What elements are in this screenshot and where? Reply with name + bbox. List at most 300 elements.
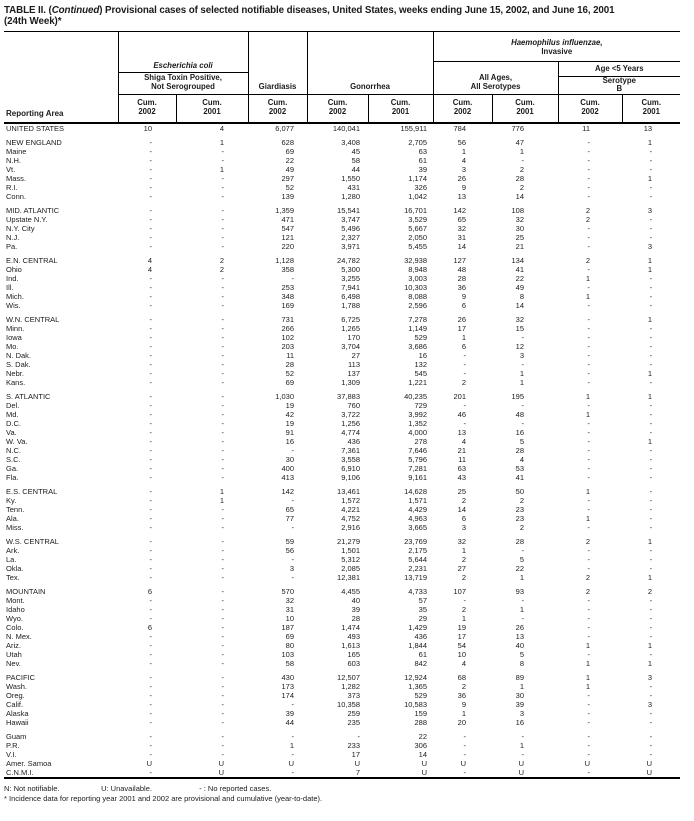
value-cell: 48 <box>457 265 467 275</box>
value-cell: - <box>221 419 224 429</box>
value-cell: - <box>521 546 525 556</box>
value-cell: 1 <box>585 659 591 669</box>
value-cell: 19 <box>285 401 294 411</box>
value-cell: - <box>649 274 653 284</box>
value-cell: - <box>221 274 224 284</box>
value-cell: 373 <box>347 691 360 701</box>
value-cell: - <box>587 428 591 438</box>
value-cell: - <box>521 419 525 429</box>
notifiable-diseases-table <box>4 31 680 779</box>
value-cell: - <box>649 156 653 166</box>
value-cell: - <box>221 410 224 420</box>
value-cell: - <box>587 233 591 243</box>
value-cell: - <box>221 215 224 225</box>
value-cell: 46 <box>457 410 467 420</box>
reporting-area-cell: Colo. <box>6 623 24 633</box>
value-cell: - <box>221 555 224 565</box>
reporting-area-cell: MOUNTAIN <box>6 587 46 597</box>
value-cell: - <box>149 659 152 669</box>
value-cell: 1,174 <box>408 174 428 184</box>
reporting-area-cell: W.S. CENTRAL <box>6 537 59 547</box>
value-cell: 1 <box>519 369 525 379</box>
value-cell: 1,265 <box>341 324 360 334</box>
value-cell: 8,948 <box>408 265 428 275</box>
reporting-area-cell: Amer. Samoa <box>6 759 52 769</box>
value-cell: 1,550 <box>341 174 360 184</box>
value-cell: 13 <box>457 428 467 438</box>
value-cell: 1 <box>519 741 525 751</box>
value-cell: 3,992 <box>408 410 428 420</box>
value-cell: 47 <box>515 138 525 148</box>
value-cell: - <box>221 473 224 483</box>
value-cell: 108 <box>511 206 525 216</box>
value-cell: - <box>149 315 152 325</box>
value-cell: 3 <box>647 700 653 710</box>
value-cell: - <box>149 224 152 234</box>
value-cell: - <box>291 750 294 760</box>
value-cell: 44 <box>285 718 294 728</box>
value-cell: 2,175 <box>408 546 428 556</box>
value-cell: 29 <box>418 614 428 624</box>
value-cell: - <box>587 265 591 275</box>
col-header-hflu-allages-cum-2002: Cum. 2002 <box>433 94 492 123</box>
table-row <box>4 455 680 464</box>
value-cell: 1 <box>585 673 591 683</box>
value-cell: 134 <box>511 256 525 266</box>
value-cell: 6,077 <box>275 124 294 134</box>
value-cell: 3,971 <box>341 242 360 252</box>
value-cell: 12 <box>515 342 525 352</box>
table-row <box>4 333 680 342</box>
value-cell: 6,498 <box>341 292 360 302</box>
value-cell: 233 <box>347 741 360 751</box>
reporting-area-cell: Nebr. <box>6 369 24 379</box>
value-cell: - <box>221 596 224 606</box>
reporting-area-cell: La. <box>6 555 17 565</box>
value-cell: - <box>463 732 467 742</box>
value-cell: 80 <box>285 641 294 651</box>
value-cell: - <box>149 741 152 751</box>
reporting-area-cell: Ark. <box>6 546 20 556</box>
value-cell: 5 <box>519 555 525 565</box>
value-cell: 1 <box>647 392 653 402</box>
value-cell: 25 <box>515 233 525 243</box>
value-cell: - <box>149 401 152 411</box>
value-cell: 59 <box>285 537 294 547</box>
age-under5-header: Age <5 Years <box>558 62 680 77</box>
value-cell: - <box>221 605 224 615</box>
value-cell: - <box>649 487 653 497</box>
value-cell: - <box>291 523 294 533</box>
value-cell: - <box>221 292 224 302</box>
value-cell: 173 <box>281 682 294 692</box>
value-cell: 36 <box>457 691 467 701</box>
reporting-area-cell: Guam <box>6 732 27 742</box>
value-cell: 32 <box>285 596 294 606</box>
value-cell: - <box>587 700 591 710</box>
value-cell: 2 <box>461 496 467 506</box>
value-cell: 1 <box>519 147 525 157</box>
reporting-area-cell: Ind. <box>6 274 19 284</box>
value-cell: 44 <box>351 165 360 175</box>
reporting-area-cell: N. Mex. <box>6 632 32 642</box>
value-cell: 35 <box>418 605 428 615</box>
value-cell: U <box>354 759 360 769</box>
value-cell: 22 <box>285 156 294 166</box>
value-cell: 7,941 <box>341 283 360 293</box>
value-cell: 174 <box>281 691 294 701</box>
value-cell: - <box>221 342 224 352</box>
value-cell: 10 <box>285 614 294 624</box>
title-line1: TABLE II. (Continued) Provisional cases of selected notifiable diseases, United States, weeks ending June 15, 2002, and June 16, 2001 <box>4 5 615 16</box>
value-cell: - <box>649 682 653 692</box>
table-row <box>4 673 680 682</box>
value-cell: 297 <box>281 174 294 184</box>
value-cell: 2 <box>461 573 467 583</box>
value-cell: - <box>587 691 591 701</box>
reporting-area-cell: NEW ENGLAND <box>6 138 62 148</box>
value-cell: 2,705 <box>408 138 428 148</box>
value-cell: 1 <box>289 741 294 751</box>
value-cell: - <box>149 274 152 284</box>
value-cell: 760 <box>347 401 360 411</box>
reporting-area-cell: S.C. <box>6 455 21 465</box>
value-cell: 10 <box>457 650 467 660</box>
value-cell: - <box>649 623 653 633</box>
value-cell: - <box>221 224 224 234</box>
value-cell: 58 <box>285 659 294 669</box>
serotype-b-header: Serotype B <box>558 77 680 95</box>
value-cell: 2,916 <box>341 523 360 533</box>
value-cell: U <box>288 759 294 769</box>
value-cell: - <box>587 342 591 352</box>
value-cell: - <box>649 546 653 556</box>
table-row <box>4 514 680 523</box>
value-cell: 23,769 <box>404 537 428 547</box>
reporting-area-cell: N.H. <box>6 156 21 166</box>
value-cell: 3,529 <box>408 215 428 225</box>
value-cell: 40 <box>351 596 360 606</box>
value-cell: 89 <box>515 673 525 683</box>
value-cell: 1 <box>585 682 591 692</box>
ecoli-subtitle-line2: Not Serogrouped <box>151 81 215 91</box>
value-cell: - <box>149 750 152 760</box>
value-cell: 1,221 <box>408 378 428 388</box>
value-cell: 3,408 <box>341 138 360 148</box>
value-cell: 54 <box>457 641 467 651</box>
value-cell: 16 <box>285 437 294 447</box>
reporting-area-cell: S. ATLANTIC <box>6 392 51 402</box>
value-cell: 776 <box>511 124 525 134</box>
value-cell: 52 <box>285 183 294 193</box>
value-cell: 545 <box>414 369 428 379</box>
value-cell: 21 <box>515 242 525 252</box>
table-row <box>4 378 680 387</box>
value-cell: 28 <box>515 174 525 184</box>
value-cell: 1 <box>647 315 653 325</box>
table-row <box>4 215 680 224</box>
value-cell: - <box>149 514 152 524</box>
value-cell: - <box>649 614 653 624</box>
value-cell: 102 <box>281 333 294 343</box>
legend-unavailable: U: Unavailable. <box>101 784 152 794</box>
reporting-area-cell: W. Va. <box>6 437 28 447</box>
table-row <box>4 573 680 582</box>
value-cell: - <box>521 596 525 606</box>
value-cell: 2 <box>461 378 467 388</box>
value-cell: - <box>149 192 152 202</box>
reporting-area-cell: Tenn. <box>6 505 25 515</box>
value-cell: - <box>149 233 152 243</box>
value-cell: 1,571 <box>408 496 428 506</box>
value-cell: - <box>649 691 653 701</box>
value-cell: 2 <box>519 183 525 193</box>
value-cell: 113 <box>348 360 360 370</box>
value-cell: - <box>149 473 152 483</box>
value-cell: 1,359 <box>275 206 294 216</box>
value-cell: - <box>587 242 591 252</box>
value-cell: - <box>221 206 224 216</box>
gonorrhea-header: Gonorrhea <box>307 32 433 95</box>
table-row <box>4 605 680 614</box>
table-body <box>4 123 680 778</box>
value-cell: - <box>149 342 152 352</box>
giardiasis-header: Giardiasis <box>248 32 307 95</box>
value-cell: - <box>221 641 224 651</box>
value-cell: - <box>221 174 224 184</box>
value-cell: - <box>649 555 653 565</box>
reporting-area-cell: N. Dak. <box>6 351 32 361</box>
table-row <box>4 242 680 251</box>
reporting-area-cell: Mich. <box>6 292 24 302</box>
value-cell: 58 <box>351 156 360 166</box>
value-cell: - <box>221 233 224 243</box>
value-cell: 1 <box>219 138 224 148</box>
value-cell: - <box>221 192 224 202</box>
value-cell: 139 <box>281 192 294 202</box>
table-row <box>4 274 680 283</box>
value-cell: - <box>587 623 591 633</box>
value-cell: - <box>587 614 591 624</box>
value-cell: 65 <box>285 505 294 515</box>
value-cell: - <box>221 632 224 642</box>
value-cell: - <box>221 378 224 388</box>
value-cell: 2,327 <box>341 233 360 243</box>
value-cell: - <box>149 700 152 710</box>
value-cell: 169 <box>281 301 294 311</box>
value-cell: 155,911 <box>400 124 428 134</box>
value-cell: - <box>649 342 653 352</box>
value-cell: 170 <box>347 333 360 343</box>
value-cell: 5 <box>519 437 525 447</box>
value-cell: 142 <box>453 206 467 216</box>
reporting-area-cell: Conn. <box>6 192 27 202</box>
value-cell: - <box>463 419 467 429</box>
value-cell: 91 <box>285 428 294 438</box>
value-cell: - <box>587 333 591 343</box>
table-row <box>4 700 680 709</box>
value-cell: 32 <box>515 315 525 325</box>
value-cell: - <box>587 183 591 193</box>
value-cell: 159 <box>414 709 428 719</box>
value-cell: 8,088 <box>408 292 428 302</box>
reporting-area-cell: Tex. <box>6 573 20 583</box>
reporting-area-cell: Ala. <box>6 514 19 524</box>
value-cell: 2 <box>519 523 525 533</box>
value-cell: 40,235 <box>404 392 428 402</box>
value-cell: - <box>149 505 152 515</box>
value-cell: U <box>646 768 653 778</box>
value-cell: 17 <box>351 750 360 760</box>
value-cell: 4,774 <box>341 428 360 438</box>
value-cell: 13 <box>457 192 467 202</box>
value-cell: 37,883 <box>337 392 360 402</box>
value-cell: - <box>221 732 224 742</box>
value-cell: 50 <box>515 487 525 497</box>
reporting-area-cell: Okla. <box>6 564 24 574</box>
value-cell: - <box>587 419 591 429</box>
value-cell: 13,461 <box>337 487 360 497</box>
value-cell: - <box>587 301 591 311</box>
table-row <box>4 233 680 242</box>
value-cell: 2 <box>219 256 224 266</box>
reporting-area-cell: PACIFIC <box>6 673 36 683</box>
value-cell: 65 <box>457 215 467 225</box>
all-ages-header: All Ages, All Serotypes <box>433 62 558 95</box>
value-cell: - <box>149 673 152 683</box>
value-cell: 9 <box>461 292 467 302</box>
value-cell: 201 <box>453 392 467 402</box>
value-cell: 235 <box>347 718 360 728</box>
value-cell: - <box>587 147 591 157</box>
reporting-area-cell: Ill. <box>6 283 14 293</box>
reporting-area-cell: Nev. <box>6 659 21 669</box>
value-cell: - <box>463 750 467 760</box>
value-cell: U <box>518 768 525 778</box>
value-cell: 21,279 <box>337 537 360 547</box>
table-row <box>4 315 680 324</box>
value-cell: 358 <box>281 265 294 275</box>
value-cell: 4,000 <box>408 428 428 438</box>
value-cell: - <box>649 632 653 642</box>
value-cell: 10,303 <box>404 283 428 293</box>
table-row <box>4 632 680 641</box>
value-cell: 103 <box>281 650 294 660</box>
reporting-area-cell: MID. ATLANTIC <box>6 206 60 216</box>
value-cell: 2 <box>219 265 224 275</box>
reporting-area-cell: Ga. <box>6 464 19 474</box>
value-cell: 39 <box>515 700 525 710</box>
table-row <box>4 401 680 410</box>
value-cell: - <box>149 242 152 252</box>
value-cell: 2 <box>461 605 467 615</box>
value-cell: - <box>149 437 152 447</box>
value-cell: - <box>587 224 591 234</box>
value-cell: - <box>649 301 653 311</box>
value-cell: - <box>649 596 653 606</box>
value-cell: - <box>221 718 224 728</box>
value-cell: 9,106 <box>341 473 360 483</box>
value-cell: 25 <box>457 487 467 497</box>
value-cell: 628 <box>281 138 294 148</box>
value-cell: 21 <box>457 446 467 456</box>
value-cell: 3,722 <box>341 410 360 420</box>
value-cell: 5,796 <box>408 455 428 465</box>
value-cell: 1,256 <box>341 419 360 429</box>
table-row <box>4 265 680 274</box>
value-cell: - <box>587 596 591 606</box>
value-cell: 220 <box>281 242 294 252</box>
value-cell: 3,003 <box>408 274 428 284</box>
reporting-area-cell: Del. <box>6 401 20 411</box>
value-cell: 5,496 <box>341 224 360 234</box>
value-cell: - <box>587 718 591 728</box>
value-cell: 61 <box>418 156 428 166</box>
table-row <box>4 650 680 659</box>
value-cell: - <box>291 700 294 710</box>
table-row <box>4 496 680 505</box>
value-cell: - <box>149 301 152 311</box>
value-cell: 326 <box>414 183 428 193</box>
value-cell: - <box>463 351 467 361</box>
value-cell: 14 <box>457 242 467 252</box>
value-cell: 32 <box>457 224 467 234</box>
value-cell: - <box>649 378 653 388</box>
value-cell: - <box>649 165 653 175</box>
value-cell: 3,704 <box>341 342 360 352</box>
value-cell: 69 <box>285 378 294 388</box>
value-cell: - <box>649 233 653 243</box>
reporting-area-cell: Maine <box>6 147 27 157</box>
reporting-area-cell: Mo. <box>6 342 19 352</box>
value-cell: 61 <box>418 650 428 660</box>
value-cell: 1 <box>647 265 653 275</box>
value-cell: 26 <box>457 315 467 325</box>
value-cell: - <box>221 709 224 719</box>
value-cell: 28 <box>515 446 525 456</box>
value-cell: 2 <box>585 537 591 547</box>
value-cell: - <box>149 392 152 402</box>
reporting-area-cell: S. Dak. <box>6 360 31 370</box>
value-cell: - <box>221 623 224 633</box>
value-cell: 2 <box>585 206 591 216</box>
value-cell: 3 <box>461 165 467 175</box>
col-header-ecoli-cum-2001: Cum. 2001 <box>176 94 248 123</box>
value-cell: - <box>149 691 152 701</box>
table-row <box>4 623 680 632</box>
value-cell: - <box>221 537 224 547</box>
table-row <box>4 555 680 564</box>
value-cell: - <box>149 428 152 438</box>
value-cell: - <box>149 732 152 742</box>
value-cell: 3 <box>519 351 525 361</box>
value-cell: - <box>221 587 224 597</box>
hflu-group-header <box>433 32 680 62</box>
reporting-area-cell: Idaho <box>6 605 25 615</box>
value-cell: - <box>521 750 525 760</box>
table-row <box>4 732 680 741</box>
table-row <box>4 741 680 750</box>
value-cell: - <box>587 768 591 778</box>
table-row <box>4 487 680 496</box>
value-cell: - <box>649 401 653 411</box>
value-cell: - <box>587 156 591 166</box>
value-cell: 430 <box>281 673 294 683</box>
value-cell: - <box>149 446 152 456</box>
value-cell: 26 <box>457 174 467 184</box>
reporting-area-cell: Oreg. <box>6 691 25 701</box>
value-cell: 348 <box>281 292 294 302</box>
